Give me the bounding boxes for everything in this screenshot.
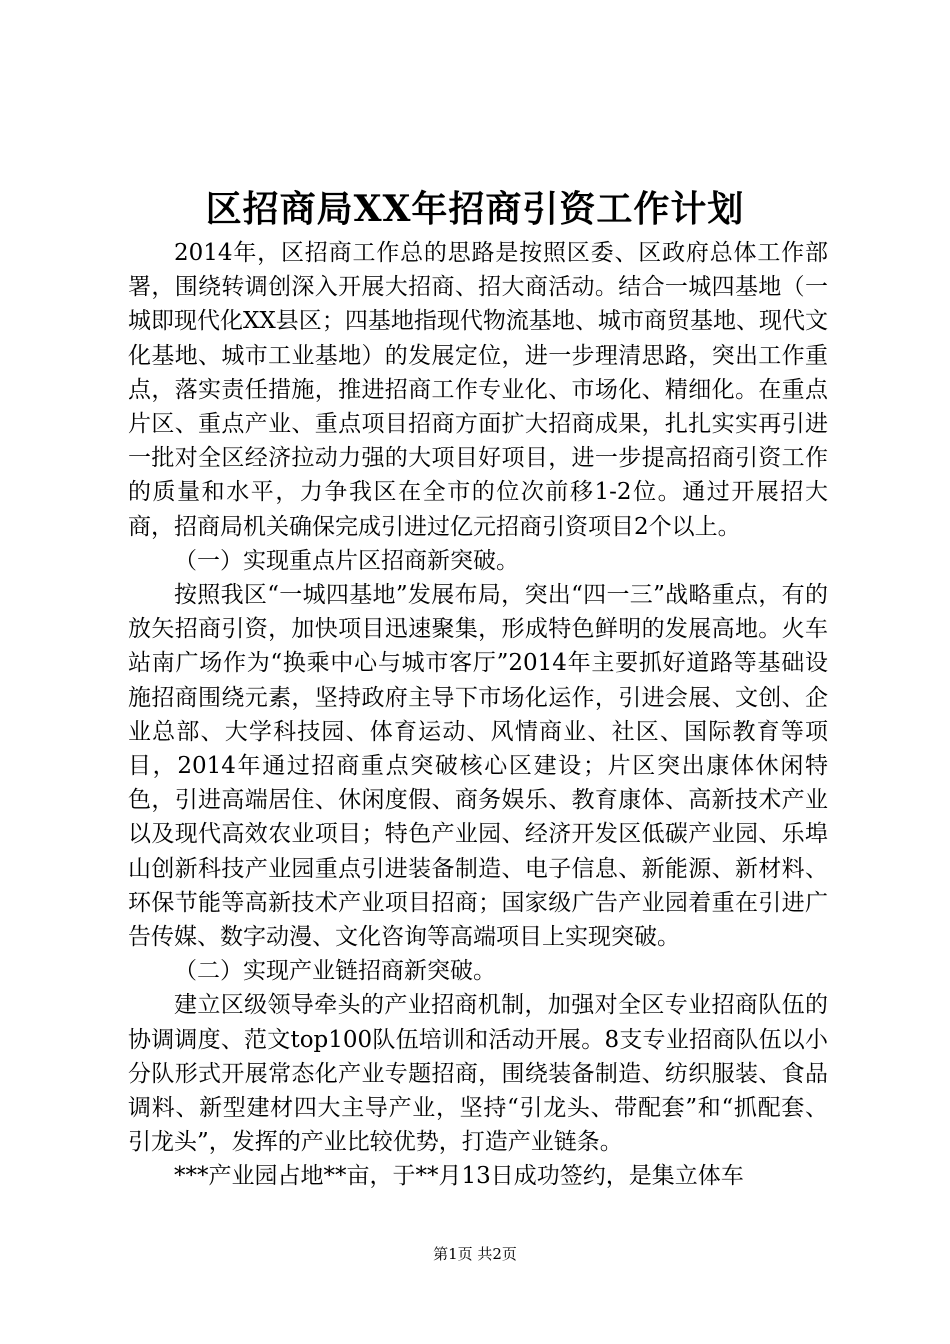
document-title: 区招商局XX年招商引资工作计划 (205, 188, 745, 230)
page-number-footer: 第1页 共2页 (433, 1245, 517, 1263)
section-heading-1: （一）实现重点片区招商新突破。 (174, 547, 519, 574)
paragraph-section-2: 建立区级领导牵头的产业招商机制，加强对全区专业招商队伍的协调调度、范文top100队伍培训和活动开展。8支专业招商队伍以小分队形式开展常态化产业专题招商，围绕装备制造、纺织服装、食品调料、新型建材四大主导产业，坚持“引龙头、带配套”和“抓配套、引龙头”，发挥的产业比较优势，打造产业链条。 (128, 992, 828, 1156)
paragraph-industrial-park: ***产业园占地**亩，于**月13日成功签约，是集立体车 (174, 1163, 744, 1190)
section-heading-2: （二）实现产业链招商新突破。 (174, 958, 496, 985)
paragraph-intro: 2014年，区招商工作总的思路是按照区委、区政府总体工作部署，围绕转调创深入开展大招商、招大商活动。结合一城四基地（一城即现代化XX县区；四基地指现代物流基地、城市商贸基地、现代文化基地、城市工业基地）的发展定位，进一步理清思路，突出工作重点，落实责任措施，推进招商工作专业化、市场化、精细化。在重点片区、重点产业、重点项目招商方面扩大招商成果，扎扎实实再引进一批对全区经济拉动力强的大项目好项目，进一步提高招商引资工作的质量和水平，力争我区在全市的位次前移1-2位。通过开展招大商，招商局机关确保完成引进过亿元招商引资项目2个以上。 (128, 240, 828, 540)
paragraph-section-1: 按照我区“一城四基地”发展布局，突出“四一三”战略重点，有的放矢招商引资，加快项目迅速聚集，形成特色鲜明的发展高地。火车站南广场作为“换乘中心与城市客厅”2014年主要抓好道路等基础设施招商围绕元素，坚持政府主导下市场化运作，引进会展、文创、企业总部、大学科技园、体育运动、风情商业、社区、国际教育等项目，2014年通过招商重点突破核心区建设；片区突出康体休闲特色，引进高端居住、休闲度假、商务娱乐、教育康体、高新技术产业以及现代高效农业项目；特色产业园、经济开发区低碳产业园、乐埠山创新科技产业园重点引进装备制造、电子信息、新能源、新材料、环保节能等高新技术产业项目招商；国家级广告产业园着重在引进广告传媒、数字动漫、文化咨询等高端项目上实现突破。 (128, 582, 828, 951)
document-body (128, 236, 828, 1194)
